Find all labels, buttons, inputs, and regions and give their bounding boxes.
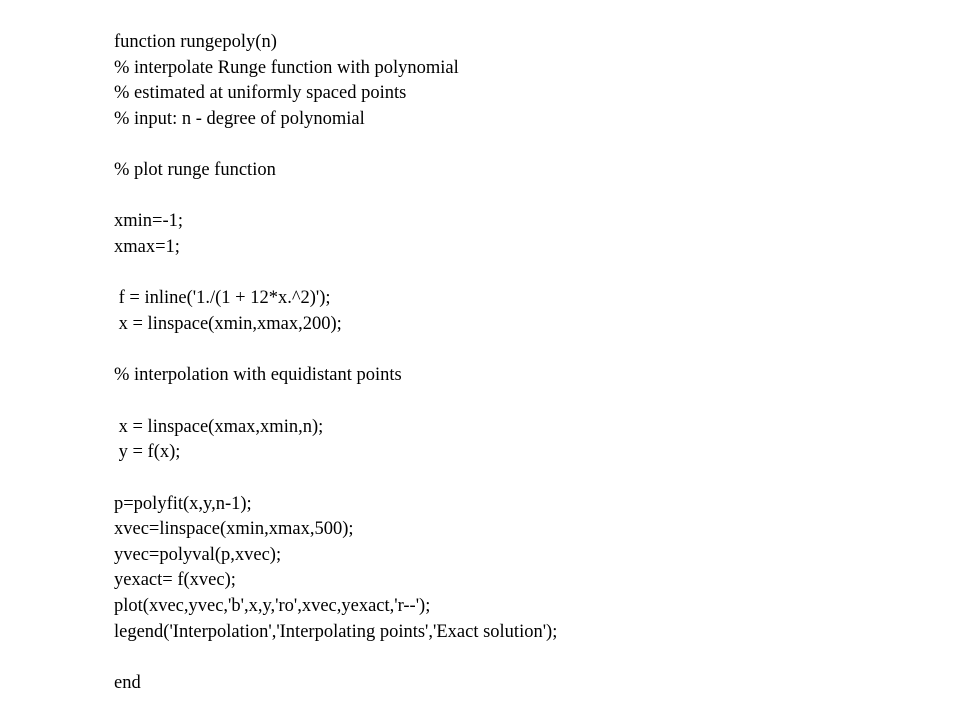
code-line-inline-f: f = inline('1./(1 + 12*x.^2)'); xyxy=(114,288,331,309)
code-line-legend: legend('Interpolation','Interpolating points','Exact solution'); xyxy=(114,621,558,642)
code-line-blank xyxy=(114,466,557,492)
code-line-end: end xyxy=(114,673,141,694)
code-line-xmax: xmax=1; xyxy=(114,237,180,258)
code-line-function-signature: function rungepoly(n) xyxy=(114,32,277,52)
code-line-blank xyxy=(114,338,557,364)
code-line-blank xyxy=(114,261,557,287)
code-line-linspace-n: x = linspace(xmax,xmin,n); xyxy=(114,416,324,437)
code-line-comment-equidistant: % interpolation with equidistant points xyxy=(114,365,402,386)
code-listing xyxy=(114,30,557,697)
code-line-y-eval: y = f(x); xyxy=(114,442,181,463)
code-line-blank xyxy=(114,389,557,415)
code-line-blank xyxy=(114,184,557,210)
code-line-comment-input: % input: n - degree of polynomial xyxy=(114,108,365,129)
code-line-xmin: xmin=-1; xyxy=(114,211,184,232)
code-line-blank xyxy=(114,133,557,159)
code-line-comment-interpolate: % interpolate Runge function with polynomial xyxy=(114,57,459,78)
code-line-comment-estimated: % estimated at uniformly spaced points xyxy=(114,83,407,104)
code-line-plot: plot(xvec,yvec,'b',x,y,'ro',xvec,yexact,'r--'); xyxy=(114,596,431,617)
code-line-xvec: xvec=linspace(xmin,xmax,500); xyxy=(114,519,354,540)
code-line-blank xyxy=(114,645,557,671)
code-line-linspace-200: x = linspace(xmin,xmax,200); xyxy=(114,314,342,335)
code-line-comment-plot: % plot runge function xyxy=(114,160,276,181)
code-line-yexact: yexact= f(xvec); xyxy=(114,570,236,591)
code-line-polyfit: p=polyfit(x,y,n-1); xyxy=(114,493,252,514)
code-line-yvec: yvec=polyval(p,xvec); xyxy=(114,544,282,565)
